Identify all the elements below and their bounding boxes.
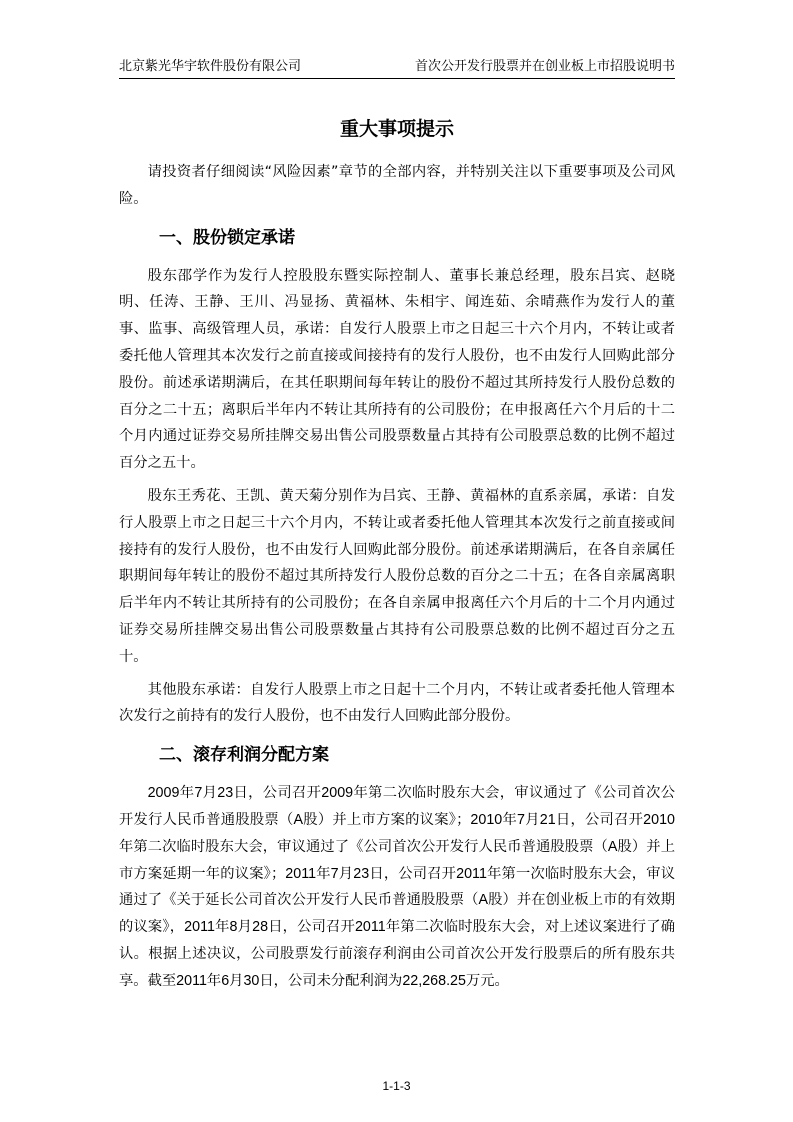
page-header — [119, 54, 675, 79]
paragraph-profit-distribution: 2009年7月23日，公司召开2009年第二次临时股东大会，审议通过了《公司首次公开发行人民币普通股股票（A股）并上市方案的议案》；2010年7月21日，公司召开2010年第二次临时股东大会，审议通过了《公司首次公开发行人民币普通股股票（A股）并上市方案延期一年的议案》；2011年7月23日，公司召开2011年第一次临时股东大会，审议通过了《关于延长公司首次公开发行人民币普通股股票（A股）并在创业板上市的有效期的议案》，2011年8月28日，公司召开2011年第二次临时股东大会，对上述议案进行了确认。根据上述决议，公司股票发行前滚存利润由公司首次公开发行股票后的所有股东共享。截至2011年6月30日，公司未分配利润为22,268.25万元。 — [119, 785, 675, 989]
header-company-name: 北京紫光华宇软件股份有限公司 — [119, 59, 302, 74]
section-heading-profit-distribution: 二、滚存利润分配方案 — [159, 745, 329, 766]
main-content — [119, 159, 675, 1001]
page-title: 重大事项提示 — [339, 118, 454, 140]
paragraph-relatives-commitment: 股东王秀花、王凯、黄天菊分别作为吕宾、王静、黄福林的直系亲属，承诺：自发行人股票上市之日起三十六个月内，不转让或者委托他人管理其本次发行之前直接或间接持有的发行人股份，也不由发行人回购此部分股份。前述承诺期满后，在各自亲属任职期间每年转让的股份不超过其所持发行人股份总数的百分之二十五；在各自亲属离职后半年内不转让其所持有的公司股份；在各自亲属申报离任六个月后的十二个月内通过证券交易所挂牌交易出售公司股票数量占其持有公司股票总数的比例不超过百分之五十。 — [119, 487, 675, 665]
page-number: 1-1-3 — [382, 1079, 411, 1093]
section-heading-share-lockup: 一、股份锁定承诺 — [159, 227, 295, 248]
header-document-title: 首次公开发行股票并在创业板上市招股说明书 — [414, 59, 675, 74]
paragraph-other-shareholders-commitment: 其他股东承诺：自发行人股票上市之日起十二个月内，不转让或者委托他人管理本次发行之前持有的发行人股份，也不由发行人回购此部分股份。 — [119, 681, 675, 725]
paragraph-controlling-shareholder-commitment: 股东邵学作为发行人控股股东暨实际控制人、董事长兼总经理，股东吕宾、赵晓明、任涛、王静、王川、冯显扬、黄福林、朱相宇、闻连茹、余晴燕作为发行人的董事、监事、高级管理人员，承诺：自发行人股票上市之日起三十六个月内，不转让或者委托他人管理其本次发行之前直接或间接持有的发行人股份，也不由发行人回购此部分股份。前述承诺期满后，在其任职期间每年转让的股份不超过其所持发行人股份总数的百分之二十五；离职后半年内不转让其所持有的公司股份；在申报离任六个月后的十二个月内通过证券交易所挂牌交易出售公司股票数量占其持有公司股票总数的比例不超过百分之五十。 — [119, 267, 675, 472]
intro-paragraph: 请投资者仔细阅读“风险因素”章节的全部内容，并特别关注以下重要事项及公司风险。 — [119, 164, 675, 207]
